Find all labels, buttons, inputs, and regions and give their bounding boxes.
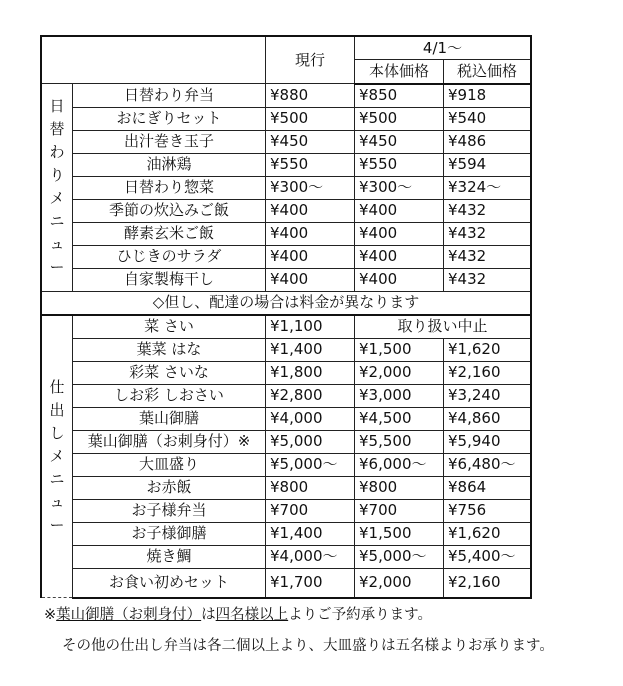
item-name: しお彩 しおさい (73, 384, 266, 407)
header-tax-price: 税込価格 (444, 60, 532, 84)
current-price: ¥500 (266, 107, 355, 130)
tax-price: ¥6,480～ (444, 453, 532, 476)
item-name: 出汁巻き玉子 (73, 130, 266, 153)
table-row (41, 268, 531, 291)
note-line-1-suffix: よりご予約承ります。 (288, 607, 432, 623)
tax-price: ¥432 (444, 199, 532, 222)
base-price: ¥300～ (355, 176, 444, 199)
item-name: 季節の炊込みご飯 (73, 199, 266, 222)
item-name: 油淋鶏 (73, 153, 266, 176)
table-row (41, 245, 531, 268)
base-price: ¥400 (355, 245, 444, 268)
item-name: 葉山御膳（お刺身付）※ (73, 430, 266, 453)
tax-price: ¥2,160 (444, 361, 532, 384)
item-name: お子様御膳 (73, 522, 266, 545)
note-line-1-prefix: ※ (44, 607, 57, 623)
header-base-price: 本体価格 (355, 60, 444, 84)
item-name: 焼き鯛 (73, 545, 266, 568)
header-blank (41, 36, 266, 84)
table-row (41, 130, 531, 153)
daily-section-label-text: 日替わりメニュー (49, 97, 65, 277)
note-line-1-item: 葉山御膳（お刺身付） (56, 607, 202, 623)
current-price: ¥450 (266, 130, 355, 153)
current-price: ¥880 (266, 84, 355, 108)
table-row (41, 315, 531, 339)
base-price: ¥850 (355, 84, 444, 108)
table-row (41, 407, 531, 430)
base-price: ¥1,500 (355, 338, 444, 361)
tax-price: ¥432 (444, 268, 532, 291)
current-price: ¥400 (266, 199, 355, 222)
base-price: ¥400 (355, 199, 444, 222)
current-price: ¥400 (266, 245, 355, 268)
base-price: ¥1,500 (355, 522, 444, 545)
header-new-date: 4/1～ (355, 36, 532, 60)
item-name: 葉菜 はな (73, 338, 266, 361)
table-row (41, 499, 531, 522)
current-price: ¥700 (266, 499, 355, 522)
table-row (41, 176, 531, 199)
note-line-1-count: 四名様以上 (215, 607, 289, 623)
item-name: 日替わり惣菜 (73, 176, 266, 199)
current-price: ¥2,800 (266, 384, 355, 407)
catering-menu-section (41, 315, 531, 598)
current-price: ¥400 (266, 268, 355, 291)
tax-price: ¥5,940 (444, 430, 532, 453)
table-row (41, 522, 531, 545)
tax-price: ¥1,620 (444, 522, 532, 545)
base-price: ¥400 (355, 222, 444, 245)
tax-price: ¥2,160 (444, 568, 532, 598)
table-row (41, 545, 531, 568)
base-price: ¥3,000 (355, 384, 444, 407)
table-row (41, 222, 531, 245)
item-name: 自家製梅干し (73, 268, 266, 291)
item-name: ひじきのサラダ (73, 245, 266, 268)
current-price: ¥800 (266, 476, 355, 499)
tax-price: ¥3,240 (444, 384, 532, 407)
table-row (41, 361, 531, 384)
base-price: ¥5,500 (355, 430, 444, 453)
tax-price: ¥864 (444, 476, 532, 499)
item-name: お子様弁当 (73, 499, 266, 522)
base-price: ¥6,000～ (355, 453, 444, 476)
tax-price: ¥594 (444, 153, 532, 176)
table-row (41, 453, 531, 476)
base-price: ¥450 (355, 130, 444, 153)
item-name: 葉山御膳 (73, 407, 266, 430)
item-name: お赤飯 (73, 476, 266, 499)
current-price: ¥1,700 (266, 568, 355, 598)
item-name: おにぎりセット (73, 107, 266, 130)
current-price: ¥400 (266, 222, 355, 245)
item-name: 彩菜 さいな (73, 361, 266, 384)
delivery-note: ◇但し、配達の場合は料金が異なります (41, 291, 531, 315)
table-row (41, 430, 531, 453)
price-table (40, 35, 532, 599)
base-price: ¥5,000～ (355, 545, 444, 568)
tax-price: ¥324～ (444, 176, 532, 199)
current-price: ¥550 (266, 153, 355, 176)
tax-price: ¥4,860 (444, 407, 532, 430)
item-name: 日替わり弁当 (73, 84, 266, 108)
current-price: ¥4,000 (266, 407, 355, 430)
table-row (41, 338, 531, 361)
current-price: ¥5,000～ (266, 453, 355, 476)
tax-price: ¥918 (444, 84, 532, 108)
catering-section-label-text: 仕出しメニュー (49, 377, 65, 534)
base-price: ¥4,500 (355, 407, 444, 430)
table-row (41, 476, 531, 499)
current-price: ¥1,400 (266, 522, 355, 545)
item-name: 酵素玄米ご飯 (73, 222, 266, 245)
table-row (41, 153, 531, 176)
item-name: 大皿盛り (73, 453, 266, 476)
tax-price: ¥756 (444, 499, 532, 522)
current-price: ¥4,000～ (266, 545, 355, 568)
table-row (41, 568, 531, 598)
tax-price: ¥540 (444, 107, 532, 130)
item-name: お食い初めセット (73, 568, 266, 598)
table-row (41, 107, 531, 130)
tax-price: ¥432 (444, 222, 532, 245)
base-price: ¥2,000 (355, 568, 444, 598)
current-price: ¥5,000 (266, 430, 355, 453)
current-price: ¥1,800 (266, 361, 355, 384)
base-price: ¥700 (355, 499, 444, 522)
note-line-1 (44, 603, 432, 624)
tax-price: ¥1,620 (444, 338, 532, 361)
header-current: 現行 (266, 36, 355, 84)
daily-menu-section (41, 84, 531, 315)
tax-price: ¥486 (444, 130, 532, 153)
current-price: ¥1,100 (266, 315, 355, 339)
table-row (41, 199, 531, 222)
tax-price: ¥5,400～ (444, 545, 532, 568)
item-name: 菜 さい (73, 315, 266, 339)
note-line-2: その他の仕出し弁当は各二個以上より、大皿盛りは五名様よりお承ります。 (62, 638, 554, 654)
note-line-1-mid: は (201, 607, 216, 623)
delivery-note-row (41, 291, 531, 315)
daily-section-label (41, 84, 73, 292)
tax-price: ¥432 (444, 245, 532, 268)
table-row (41, 84, 531, 108)
base-price: ¥500 (355, 107, 444, 130)
base-price: ¥400 (355, 268, 444, 291)
discontinued-status: 取り扱い中止 (355, 315, 532, 339)
base-price: ¥800 (355, 476, 444, 499)
current-price: ¥300～ (266, 176, 355, 199)
current-price: ¥1,400 (266, 338, 355, 361)
base-price: ¥2,000 (355, 361, 444, 384)
catering-section-label (41, 315, 73, 598)
base-price: ¥550 (355, 153, 444, 176)
table-row (41, 384, 531, 407)
